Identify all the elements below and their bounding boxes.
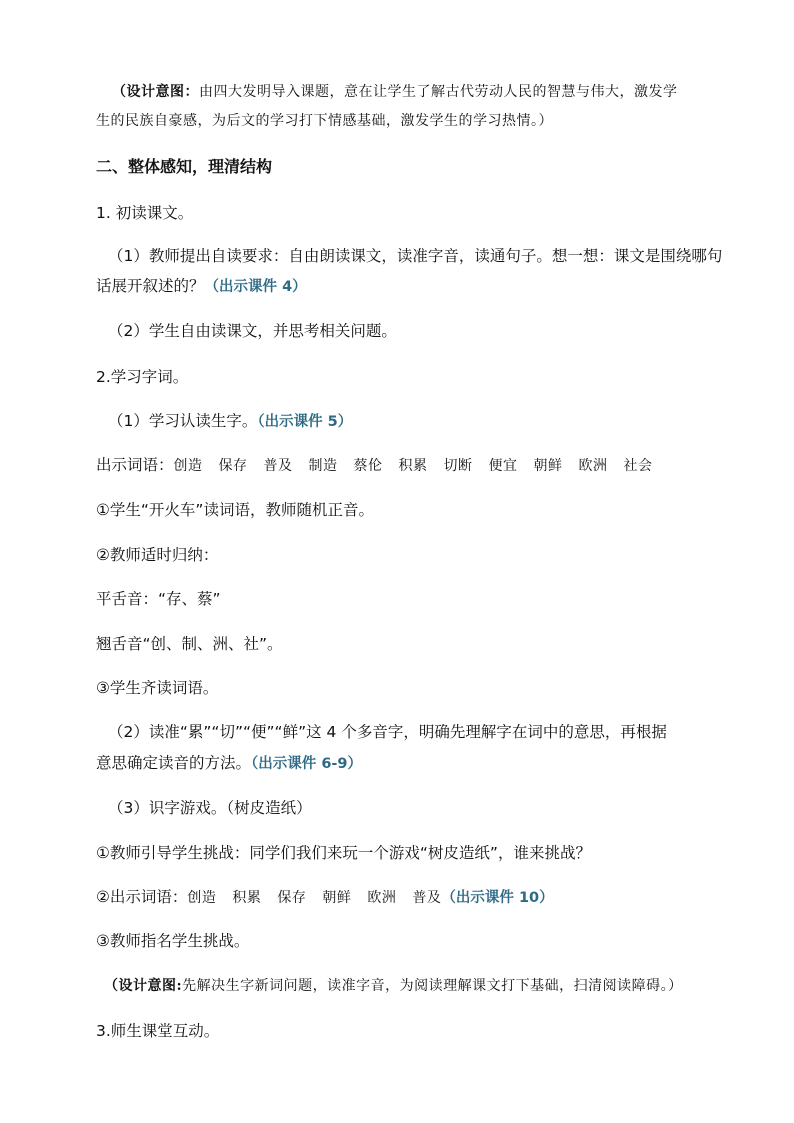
vocab-word: 制造	[308, 458, 338, 474]
vocab-line	[96, 454, 724, 477]
vocab-word: 切断	[443, 458, 473, 474]
game-vocab-word: 欧洲	[367, 890, 397, 906]
game-vocab-word: 普及	[412, 890, 442, 906]
vocab-word: 普及	[263, 458, 293, 474]
design-intent-text-3: 先解决生字新词问题，读准字音，为阅读理解课文打下基础，扫清阅读障碍。）	[182, 978, 683, 994]
vocab-word: 创造	[173, 458, 203, 474]
game-vocab-word: 积累	[232, 890, 262, 906]
step-1-1-line-1: （1）教师提出自读要求：自由朗读课文，读准字音，读通句子。想一想：课文是围绕哪句	[108, 247, 723, 265]
courseware-cue-4: （出示课件 4）	[204, 279, 307, 295]
vocab-word: 社会	[623, 458, 653, 474]
design-intent-label: （设计意图：	[112, 84, 199, 100]
vocab-label: 出示词语：	[96, 456, 174, 474]
game-vocab-word: 保存	[277, 890, 307, 906]
game-vocab-word: 创造	[187, 890, 217, 906]
vocab-word: 保存	[218, 458, 248, 474]
vocab-word: 便宜	[488, 458, 518, 474]
item-c3: ③学生齐读词语。	[96, 679, 219, 697]
item-c1: ①学生“开火车”读词语，教师随机正音。	[96, 501, 374, 519]
courseware-cue-10: （出示课件 10）	[441, 890, 554, 906]
vocab-word: 蔡伦	[353, 458, 383, 474]
step-2-2-line-1: （2）读准“累”“切”“便”“鲜”这 4 个多音字，明确先理解字在词中的意思，再根据	[108, 723, 667, 741]
step-2-2-text: 意思确定读音的方法。	[96, 754, 252, 772]
step-2-2-line-2	[96, 752, 724, 775]
courseware-cue-6-9: （出示课件 6-9）	[251, 756, 363, 772]
game-item-2	[96, 886, 724, 909]
design-intent-text-1: 由四大发明导入课题，意在让学生了解古代劳动人民的智慧与伟大，激发学	[199, 84, 678, 100]
design-intent-paragraph-1	[112, 81, 724, 103]
step-1-1-line-2	[96, 275, 724, 298]
step-1-1-text: 话展开叙述的？	[96, 277, 205, 295]
step-2-3: （3）识字游戏。（树皮造纸）	[108, 799, 312, 817]
design-intent-label-2: （设计意图:	[104, 978, 183, 994]
step-1-2: （2）学生自由读课文，并思考相关问题。	[108, 322, 397, 340]
game-vocab-label: ②出示词语：	[96, 888, 188, 906]
design-intent-paragraph-1-cont	[96, 110, 724, 132]
item-c2: ②教师适时归纳：	[96, 546, 219, 564]
flat-tongue-sounds: 平舌音：“存、蔡”	[96, 590, 221, 608]
vocab-word: 欧洲	[578, 458, 608, 474]
game-item-3: ③教师指名学生挑战。	[96, 932, 250, 950]
design-intent-paragraph-2	[104, 975, 724, 997]
step-2: 2.学习字词。	[96, 368, 189, 386]
vocab-word: 积累	[398, 458, 428, 474]
retroflex-sounds: 翘舌音“创、制、洲、社”。	[96, 635, 283, 653]
step-2-1	[108, 410, 724, 433]
courseware-cue-5: （出示课件 5）	[257, 414, 353, 430]
step-3: 3.师生课堂互动。	[96, 1022, 220, 1040]
game-item-1: ①教师引导学生挑战：同学们我们来玩一个游戏“树皮造纸”，谁来挑战？	[96, 844, 591, 862]
step-2-1-text: （1）学习认读生字。	[108, 412, 258, 430]
vocab-word: 朝鲜	[533, 458, 563, 474]
game-vocab-word: 朝鲜	[322, 890, 352, 906]
step-1: 1. 初读课文。	[96, 204, 194, 222]
section-heading: 二、整体感知，理清结构	[96, 157, 273, 176]
design-intent-text-2: 生的民族自豪感，为后文的学习打下情感基础，激发学生的学习热情。）	[96, 113, 553, 129]
